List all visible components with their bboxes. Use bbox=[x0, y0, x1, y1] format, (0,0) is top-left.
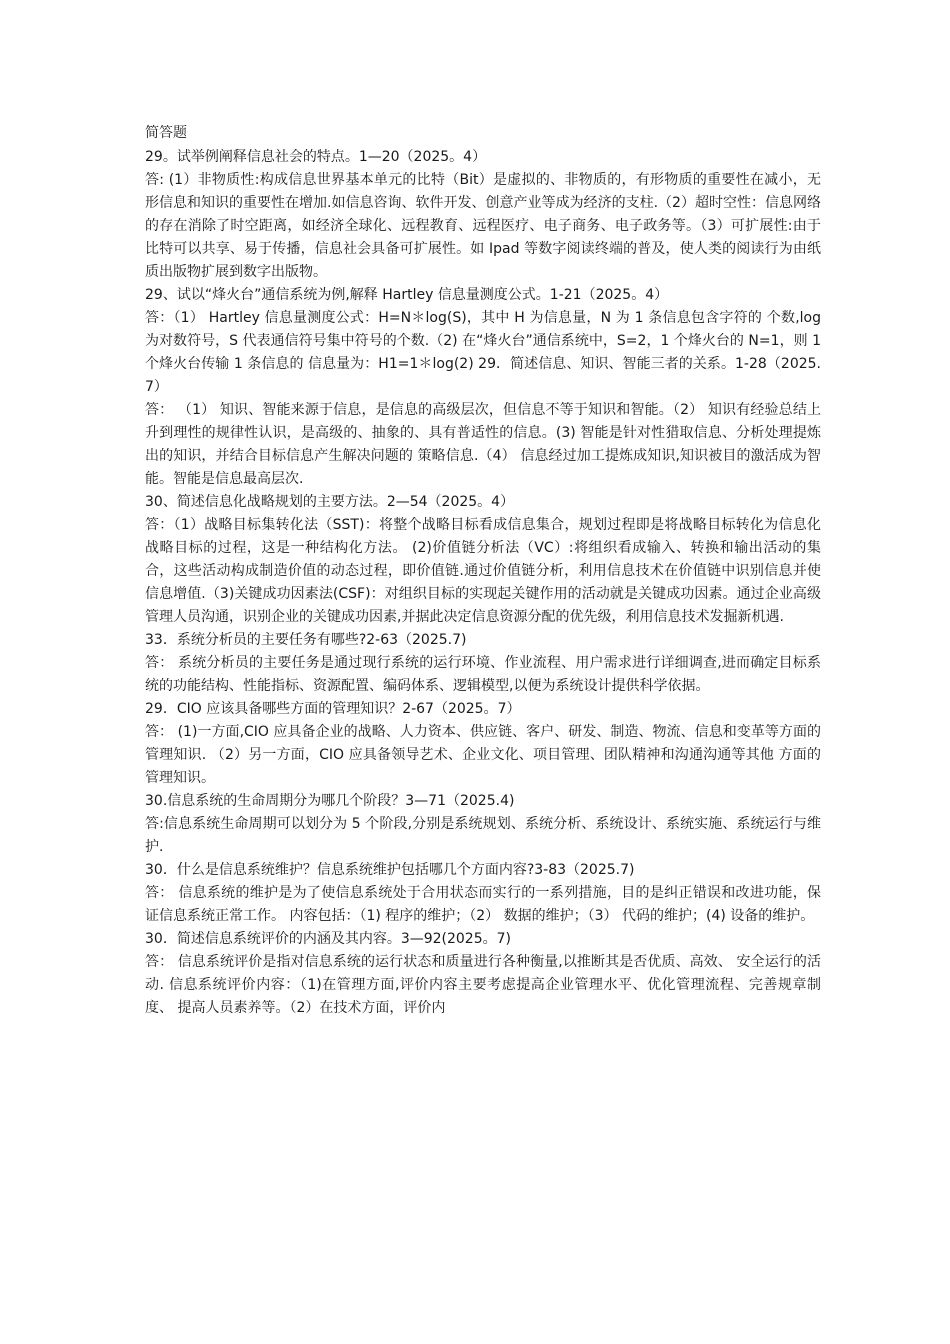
section-heading: 简答题 bbox=[145, 125, 187, 141]
question-9: 30．简述信息系统评价的内涵及其内容。3—92(2025。7) bbox=[145, 931, 511, 947]
question-1: 29。试举例阐释信息社会的特点。1—20（2025。4） bbox=[145, 149, 487, 165]
question-4: 30、简述信息化战略规划的主要方法。2—54（2025。4） bbox=[145, 494, 515, 510]
answer-5: 答： 系统分析员的主要任务是通过现行系统的运行环境、作业流程、用户需求进行详细调查,进而确定目标系统的功能结构、性能指标、资源配置、编码体系、逻辑模型,以便为系统设计提供科学依据。 bbox=[145, 655, 821, 694]
answer-1: 答: (1）非物质性:构成信息世界基本单元的比特（Bit）是虚拟的、非物质的，有形物质的重要性在减小，无形信息和知识的重要性在增加.如信息咨询、软件开发、创意产业等成为经济的支柱.（2）超时空性：信息网络的存在消除了时空距离，如经济全球化、远程教育、远程医疗、电子商务、电子政务等。（3）可扩展性:由于比特可以共享、易于传播，信息社会具备可扩展性。如 Ipad 等数字阅读终端的普及，使人类的阅读行为由纸质出版物扩展到数字出版物。 bbox=[145, 172, 821, 280]
question-2: 29、试以“烽火台”通信系统为例,解释 Hartley 信息量测度公式。1-21（2025。4） bbox=[145, 287, 669, 303]
answer-8: 答： 信息系统的维护是为了使信息系统处于合用状态而实行的一系列措施，目的是纠正错误和改进功能，保证信息系统正常工作。 内容包括：（1) 程序的维护；（2） 数据的维护；（3） 代码的维护；(4) 设备的维护。 bbox=[145, 885, 821, 924]
question-8: 30．什么是信息系统维护？信息系统维护包括哪几个方面内容?3-83（2025.7) bbox=[145, 862, 635, 878]
question-7: 30.信息系统的生命周期分为哪几个阶段？3—71（2025.4) bbox=[145, 793, 515, 809]
answer-4: 答：（1）战略目标集转化法（SST)：将整个战略目标看成信息集合，规划过程即是将战略目标转化为信息化战略目标的过程，这是一种结构化方法。 (2)价值链分析法（VC）:将组织看成输入、转换和输出活动的集合，这些活动构成制造价值的动态过程，即价值链.通过价值链分析，利用信息技术在价值链中识别信息并使信息增值.（3)关键成功因素法(CSF)：对组织目标的实现起关键作用的活动就是关键成功因素。通过企业高级管理人员沟通，识别企业的关键成功因素,并据此决定信息资源分配的优先级，利用信息技术发掘新机遇. bbox=[145, 517, 821, 625]
answer-7: 答:信息系统生命周期可以划分为 5 个阶段,分别是系统规划、系统分析、系统设计、系统实施、系统运行与维护. bbox=[145, 816, 821, 855]
answer-9: 答： 信息系统评价是指对信息系统的运行状态和质量进行各种衡量,以推断其是否优质、高效、 安全运行的活动. 信息系统评价内容：（1)在管理方面,评价内容主要考虑提高企业管理水平、优化管理流程、完善规章制度、 提高人员素养等。（2）在技术方面，评价内 bbox=[145, 954, 821, 1016]
answer-6: 答： (1)一方面,CIO 应具备企业的战略、人力资本、供应链、客户、研发、制造、物流、信息和变革等方面的管理知识. （2）另一方面，CIO 应具备领导艺术、企业文化、项目管理、团队精神和沟通沟通等其他 方面的管理知识。 bbox=[145, 724, 821, 786]
document-body bbox=[145, 122, 821, 1020]
question-6: 29．CIO 应该具备哪些方面的管理知识？2-67（2025。7） bbox=[145, 701, 521, 717]
answer-2: 答：（1） Hartley 信息量测度公式：H=N＊log(S)，其中 H 为信息量，N 为 1 条信息包含字符的 个数,log 为对数符号，S 代表通信符号集中符号的个数.（2) 在“烽火台”通信系统中，S=2，1 个烽火台的 N=1，则 1 个烽火台传输 1 条信息的 信息量为：H1=1＊log(2) 29．简述信息、知识、智能三者的关系。1-28（2025.7） bbox=[145, 310, 821, 395]
question-5: 33．系统分析员的主要任务有哪些?2-63（2025.7) bbox=[145, 632, 467, 648]
answer-3: 答： （1） 知识、智能来源于信息，是信息的高级层次，但信息不等于知识和智能。（2） 知识有经验总结上升到理性的规律性认识，是高级的、抽象的、具有普适性的信息。(3) 智能是针对性猎取信息、分析处理提炼出的知识，并结合目标信息产生解决问题的 策略信息.（4） 信息经过加工提炼成知识,知识被目的激活成为智能。智能是信息最高层次. bbox=[145, 402, 821, 487]
